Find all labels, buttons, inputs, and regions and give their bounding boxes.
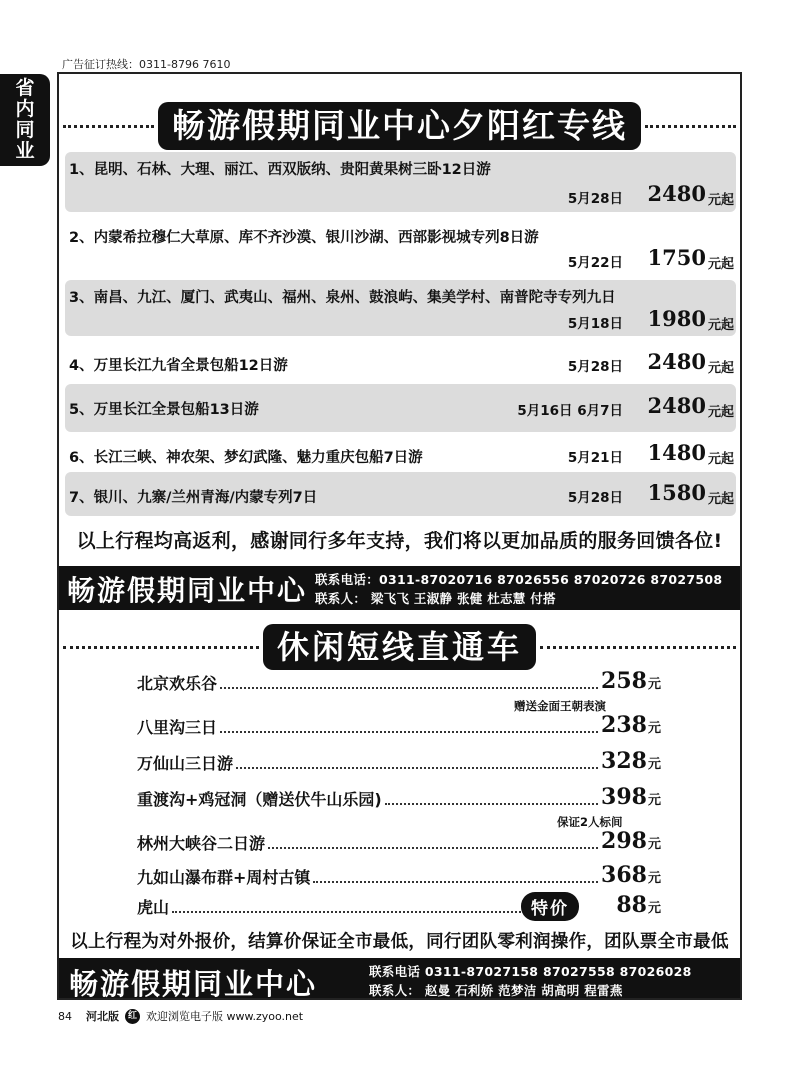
tour-item xyxy=(65,152,736,212)
page-number: 84 xyxy=(58,1009,72,1023)
short-tour-unit: 元 xyxy=(647,793,661,808)
tour-price-unit: 元起 xyxy=(707,405,734,420)
short-tour-price: 258 xyxy=(601,668,647,694)
short-tour-unit: 元 xyxy=(647,721,661,736)
footer-website: 欢迎浏览电子版 www.zyoo.net xyxy=(146,1010,304,1023)
tour-name: 4、万里长江九省全景包船12日游 xyxy=(69,358,288,374)
dotted-leader xyxy=(172,911,536,913)
tour-price: 2480 xyxy=(647,393,706,418)
page-footer xyxy=(58,1008,303,1024)
short-tour-item xyxy=(137,748,661,774)
tour-price-unit: 元起 xyxy=(707,318,734,333)
dotted-leader xyxy=(313,881,598,883)
short-tour-name: 虎山 xyxy=(137,898,170,917)
tour-name: 2、内蒙希拉穆仁大草原、库不齐沙漠、银川沙湖、西部影视城专列8日游 xyxy=(69,230,539,246)
tour-name: 6、长江三峡、神农架、梦幻武隆、魅力重庆包船7日游 xyxy=(69,450,423,466)
short-tour-price: 298 xyxy=(601,828,647,854)
side-tab-char: 同 xyxy=(15,119,35,141)
short-tour-item xyxy=(137,862,661,888)
short-tour-name: 北京欢乐谷 xyxy=(137,674,218,693)
ad-frame xyxy=(57,72,742,1000)
side-tab-char: 省 xyxy=(15,77,35,99)
short-tour-item xyxy=(137,784,661,810)
dotted-leader xyxy=(268,847,598,849)
tour-date: 5月16日 6月7日 xyxy=(517,403,623,419)
dotted-leader xyxy=(236,767,598,769)
short-tour-unit: 元 xyxy=(647,837,661,852)
tour-price: 1750 xyxy=(647,245,706,270)
center-contact-bar xyxy=(59,958,740,1000)
tour-item xyxy=(65,472,736,516)
tour-item xyxy=(65,220,736,276)
short-tour-item xyxy=(137,712,661,738)
edition-label: 河北版 xyxy=(86,1010,119,1023)
short-tour-name: 九如山瀑布群+周村古镇 xyxy=(137,868,311,887)
mid-banner-row xyxy=(59,624,740,670)
tour-price: 2480 xyxy=(647,181,706,206)
tour-date: 5月28日 xyxy=(567,490,623,506)
mid-banner-title: 休闲短线直通车 xyxy=(263,624,536,670)
short-tour-price: 368 xyxy=(601,862,647,888)
short-tour-unit: 元 xyxy=(647,757,661,772)
province-tab xyxy=(0,74,50,166)
contact-people: 联系人： 梁飞飞 王淑静 张健 杜志慧 付搭 xyxy=(315,591,556,606)
short-tour-unit: 元 xyxy=(647,677,661,692)
short-tour-name: 重渡沟+鸡冠洞（赠送伏牛山乐园) xyxy=(137,790,382,809)
tour-price-unit: 元起 xyxy=(707,361,734,376)
tour-item xyxy=(65,280,736,336)
tour-price-unit: 元起 xyxy=(707,257,734,272)
short-tour-price: 328 xyxy=(601,748,647,774)
tour-price-unit: 元起 xyxy=(707,492,734,507)
short-tour-unit: 元 xyxy=(647,871,661,886)
dotted-rule xyxy=(63,125,154,128)
pricing-slogan: 以上行程为对外报价，结算价保证全市最低，同行团队零利润操作，团队票全市最低 xyxy=(70,932,729,952)
dotted-rule xyxy=(645,125,736,128)
contact-phone: 联系电话 0311-87027158 87027558 87026028 xyxy=(369,964,692,979)
tour-date: 5月21日 xyxy=(567,450,623,466)
tour-item xyxy=(65,344,736,384)
top-banner-row xyxy=(59,102,740,150)
tour-date: 5月28日 xyxy=(567,359,623,375)
tour-name: 3、南昌、九江、厦门、武夷山、福州、泉州、鼓浪屿、集美学村、南普陀寺专列九日 xyxy=(69,290,616,306)
tour-name: 5、万里长江全景包船13日游 xyxy=(69,402,259,418)
tour-price: 1580 xyxy=(647,480,706,505)
special-offer-badge: 特价 xyxy=(521,892,579,921)
short-tour-unit: 元 xyxy=(647,901,661,916)
short-tour-price: 88 xyxy=(616,892,647,918)
tour-name: 1、昆明、石林、大理、丽江、西双版纳、贵阳黄果树三卧12日游 xyxy=(69,162,491,178)
top-banner-title: 畅游假期同业中心夕阳红专线 xyxy=(158,102,641,150)
short-tour-name: 万仙山三日游 xyxy=(137,754,234,773)
ad-hotline: 广告征订热线：0311-8796 7610 xyxy=(62,58,231,71)
tour-price: 2480 xyxy=(647,349,706,374)
contact-people: 联系人： 赵曼 石利娇 范梦洁 胡高明 程雷燕 xyxy=(369,983,623,998)
dotted-rule xyxy=(540,646,736,649)
short-tour-item xyxy=(137,828,661,854)
short-tour-price: 398 xyxy=(601,784,647,810)
center-name: 畅游假期同业中心 xyxy=(67,574,308,607)
side-tab-char: 业 xyxy=(15,140,35,162)
center-contact-bar xyxy=(59,566,740,610)
tour-item xyxy=(65,434,736,474)
dotted-leader xyxy=(385,803,598,805)
short-tour-price: 238 xyxy=(601,712,647,738)
brand-logo-icon: 红 xyxy=(125,1009,140,1024)
tour-name: 7、银川、九寨/兰州青海/内蒙专列7日 xyxy=(69,490,318,506)
dotted-leader xyxy=(220,687,598,689)
tour-price: 1980 xyxy=(647,306,706,331)
tour-date: 5月28日 xyxy=(567,191,623,207)
tour-price-unit: 元起 xyxy=(707,452,734,467)
short-tour-name: 八里沟三日 xyxy=(137,718,218,737)
side-tab-char: 内 xyxy=(15,98,35,120)
center-name: 畅游假期同业中心 xyxy=(69,967,318,1000)
short-tour-note: 保证2人标间 xyxy=(557,815,623,829)
short-tour-item xyxy=(137,892,661,918)
short-tour-note: 赠送金面王朝表演 xyxy=(514,699,606,713)
tour-item xyxy=(65,384,736,432)
dotted-leader xyxy=(220,731,598,733)
short-tour-name: 林州大峡谷二日游 xyxy=(137,834,266,853)
contact-phone: 联系电话：0311-87020716 87026556 87020726 87027508 xyxy=(315,572,723,587)
dotted-rule xyxy=(63,646,259,649)
short-tour-item xyxy=(137,668,661,694)
tour-date: 5月18日 xyxy=(567,316,623,332)
tour-date: 5月22日 xyxy=(567,255,623,271)
tour-price: 1480 xyxy=(647,440,706,465)
return-slogan: 以上行程均高返利，感谢同行多年支持，我们将以更加品质的服务回馈各位! xyxy=(76,530,723,552)
tour-price-unit: 元起 xyxy=(707,193,734,208)
